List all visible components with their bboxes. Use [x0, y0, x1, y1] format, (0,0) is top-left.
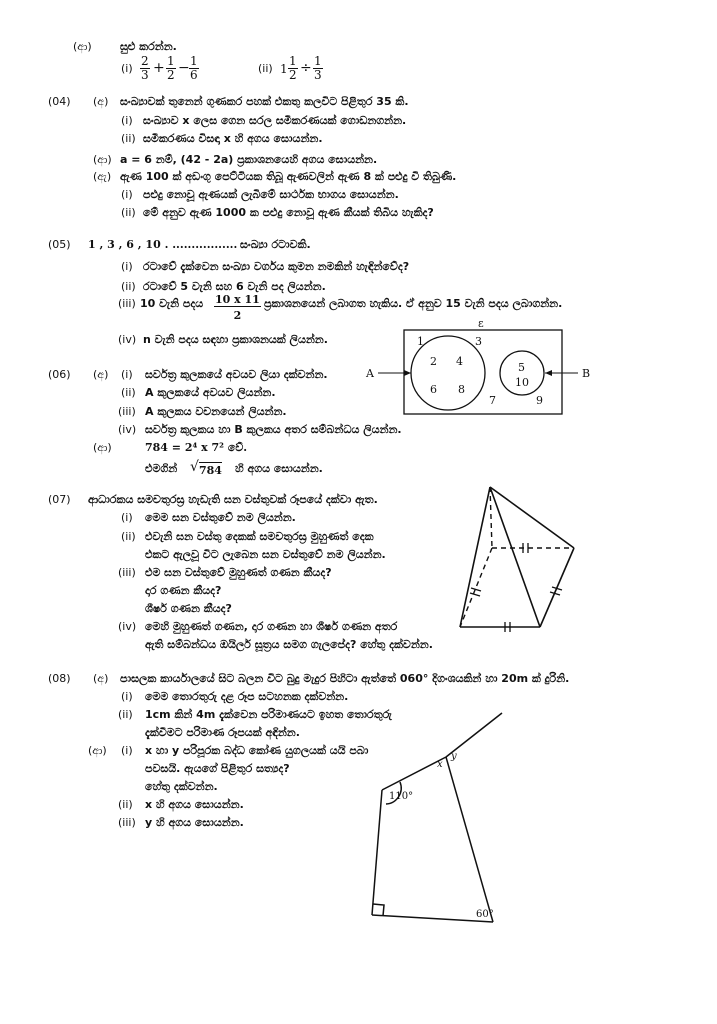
venn-outside-7: 7 — [489, 394, 496, 407]
venn-universal-rect — [404, 330, 562, 414]
q6-i-label: (i) — [121, 368, 133, 381]
q5-i-label: (i) — [121, 260, 133, 273]
q8-a-label: (අ) — [93, 672, 109, 685]
q4-b-text: a = 6 නම්, (42 - 2a) ප්‍රකාශනයෙහි අගය සොයන්න. — [120, 153, 378, 166]
pyramid-edge-back-right — [490, 487, 574, 548]
root-symbol: √ — [190, 459, 199, 475]
q6-b-label: (ආ) — [93, 441, 112, 454]
q6-number: (06) — [48, 368, 71, 381]
q8-a-i-label: (i) — [121, 690, 133, 703]
q7-iv-label: (iv) — [118, 620, 137, 633]
q7-iii-label: (iii) — [118, 566, 136, 579]
q7-ii-label: (ii) — [121, 530, 136, 543]
pyramid-edge-front-right — [490, 487, 540, 627]
q8-b-iii-label: (iii) — [118, 816, 136, 829]
q3b-i-label: (i) — [121, 62, 133, 75]
q7-number: (07) — [48, 493, 71, 506]
q7-ii-a: එවැනි ඝන වස්තු දෙකක් සමචතුරස්‍ර මුහුණත් දෙක — [145, 530, 374, 543]
q6-b-text-b: හි අගය සොයන්න. — [235, 462, 323, 475]
q8-b-ii-label: (ii) — [118, 798, 133, 811]
q6-a-label: (අ) — [93, 368, 109, 381]
q5-iii-label: (iii) — [118, 297, 136, 310]
q6-i: සර්වත්‍ර කුලකයේ අවයව ලියා දක්වන්න. — [145, 368, 328, 381]
q3b-ii-whole: 1 — [280, 62, 288, 76]
q5-iv-label: (iv) — [118, 333, 137, 346]
q8-b-i-label: (i) — [121, 744, 133, 757]
venn-a-8: 8 — [458, 383, 465, 396]
q4-c-i-label: (i) — [121, 188, 133, 201]
q6-b-text-a: එමගින් — [145, 462, 178, 475]
quad-angle-110: 110° — [389, 791, 414, 802]
q4-c-ii: මේ අනුව ඇණ 1000 ක පළුදු නොවූ ඇණ කීයක් තිබිය හැකිද? — [143, 206, 434, 219]
q5-iii-a: 10 වැනි පදය — [140, 297, 204, 310]
q3b-i-op2: − — [178, 60, 190, 76]
q5-i: රටාවේ දැක්වෙන සංඛ්‍යා වර්ගය කුමන නමකින් හැඳින්වේද? — [143, 260, 410, 273]
q3b-instruction: සුළු කරන්න. — [120, 40, 177, 53]
pyramid-hidden-edge — [490, 487, 492, 548]
q7-intro: ආධාරකය සමචතුරස්‍ර හැඩැති ඝන වස්තුවක් රූපයේ දක්වා ඇත. — [88, 493, 378, 506]
venn-a-4: 4 — [456, 355, 463, 368]
q7-iii-b: දාර ගණන කීයද? — [145, 584, 222, 597]
q8-a-i: මෙම තොරතුරු දළ රූප සටහනක දක්වන්න. — [145, 690, 349, 703]
q4-c-ii-label: (ii) — [121, 206, 136, 219]
venn-a-6: 6 — [430, 383, 437, 396]
q8-a-ii-a: 1cm කින් 4m දැක්වෙන පරිමාණයට ඉහත තොරතුරු — [145, 708, 392, 721]
venn-set-b — [500, 351, 544, 395]
q3b-i-op1: + — [153, 60, 165, 76]
q3b-i-frac1: $\frac{2}{3}$ — [141, 54, 149, 82]
quad-angle-y: y — [451, 751, 457, 762]
q6-b-root: 784 — [199, 464, 222, 477]
q8-b-ii: x හි අගය සොයන්න. — [145, 798, 244, 811]
q3b-ii-op: ÷ — [300, 60, 312, 76]
q4-b-label: (ආ) — [93, 153, 112, 166]
q8-b-iii: y හි අගය සොයන්න. — [145, 816, 244, 829]
quad-angle-x: x — [437, 759, 443, 770]
venn-outside-9: 9 — [536, 394, 543, 407]
q4-c-i: පළුදු නොවූ ඇණයක් ලැබීමේ සාර්ථක භාගය සොයන්න. — [143, 188, 399, 201]
q7-iii-c: ශීර්ෂ ගණන කීයද? — [145, 602, 232, 615]
q3b-ii-frac1: $\frac{1}{2}$ — [289, 54, 297, 82]
q4-a-i: සංඛ්‍යාව x ලෙස ගෙන සරල සමීකරණයක් ගොඩනගන්න. — [143, 114, 407, 127]
q6-iii: A කුලකය වචනයෙන් ලියන්න. — [145, 405, 287, 418]
q5-ii-label: (ii) — [121, 280, 136, 293]
q8-b-i-b: පවසයි. ඇයගේ පිළිතුර සත්‍යද? — [145, 762, 290, 775]
q8-a-text: පාසලක කාර්යාලයේ සිට බලන විට බුදු මැදුර පිහිටා ඇත්තේ 060° දිගංශයකින් හා 20m ක් දුරිනි. — [120, 672, 570, 685]
q4-number: (04) — [48, 95, 71, 108]
quad-angle-60: 60° — [476, 909, 494, 920]
q6-iv: සර්වත්‍ර කුලකය හා B කුලකය අතර සම්බන්ධය ලියන්න. — [145, 423, 402, 436]
q4-a-ii: සමීකරණය විසඳා x හි අගය සොයන්න. — [143, 132, 323, 145]
q6-b-eq: 784 = 2⁴ x 7² වේ. — [145, 441, 248, 454]
venn-b-10: 10 — [515, 376, 529, 389]
q8-a-ii-label: (ii) — [118, 708, 133, 721]
q6-iv-label: (iv) — [118, 423, 137, 436]
q5-iv: n වැනි පදය සඳහා ප්‍රකාශනයක් ලියන්න. — [143, 333, 328, 346]
q8-b-i-c: හේතු දක්වන්න. — [145, 780, 218, 793]
quad-arc-110 — [386, 782, 401, 804]
venn-label-a: A — [366, 367, 374, 380]
venn-universal-symbol: ε — [478, 317, 484, 330]
venn-set-a — [411, 336, 485, 410]
q3b-i-frac2: $\frac{1}{2}$ — [167, 54, 175, 82]
q7-i: මෙම ඝන වස්තුවේ නම ලියන්න. — [145, 511, 296, 524]
venn-outside-1: 1 — [417, 335, 424, 348]
q7-iv-b: ඇති සම්බන්ධය ඔයිලර් සූත්‍රය සමග ගැලපේද? හේතු දක්වන්න. — [145, 638, 433, 651]
q7-i-label: (i) — [121, 511, 133, 524]
pyramid-edge-front-left — [460, 487, 490, 627]
q8-a-ii-b: දැක්වීමට පරිමාණ රූපයක් අඳින්න. — [145, 726, 300, 739]
q3b-label: (ආ) — [73, 40, 92, 53]
q3b-ii-label: (ii) — [258, 62, 273, 75]
q4-a-i-label: (i) — [121, 114, 133, 127]
pyramid-hidden-base-left — [460, 548, 492, 627]
quad-top-side — [382, 757, 446, 790]
q6-ii-label: (ii) — [121, 386, 136, 399]
q3b-ii-frac2: $\frac{1}{3}$ — [314, 54, 322, 82]
q8-number: (08) — [48, 672, 71, 685]
q4-c-text: ඇණ 100 ක් අඩංගු පෙට්ටියක තිබූ ඇණවලින් ඇණ 8 ක් පළුදු වී තිබුණි. — [120, 170, 457, 183]
q8-b-label: (ආ) — [88, 744, 107, 757]
q5-intro-text: සංඛ්‍යා රටාවකි. — [240, 238, 311, 251]
quad-left-side — [372, 790, 382, 915]
quad-extended-line — [446, 713, 502, 757]
q4-a-label: (අ) — [93, 95, 109, 108]
q5-iii-b: ප්‍රකාශනයෙන් ලබාගත හැකිය. ඒ අනුව 15 වැනි පදය ලබාගන්න. — [264, 297, 563, 310]
q6-iii-label: (iii) — [118, 405, 136, 418]
q6-ii: A කුලකයේ අවයව ලියන්න. — [145, 386, 276, 399]
venn-b-5: 5 — [518, 361, 525, 374]
venn-label-b: B — [582, 367, 591, 380]
q5-sequence: 1 , 3 , 6 , 10 . ................. — [88, 238, 238, 251]
q5-iii-frac: $\frac{10 x 11}{2}$ — [215, 293, 260, 322]
quad-bottom-side — [372, 915, 493, 922]
q7-iv-a: මෙහි මුහුණත් ගණන, දාර ගණන හා ශීර්ෂ ගණන අතර — [145, 620, 398, 633]
q5-ii: රටාවේ 5 වැනි සහ 6 වැනි පද ලියන්න. — [143, 280, 326, 293]
venn-outside-3: 3 — [475, 335, 482, 348]
q5-number: (05) — [48, 238, 71, 251]
q7-ii-b: එකට ඇලවූ විට ලැබෙන ඝන වස්තුවේ නම ලියන්න. — [145, 548, 386, 561]
q4-c-label: (ඇ) — [93, 170, 112, 183]
quad-right-angle — [373, 904, 384, 916]
quad-right-side — [446, 757, 493, 922]
pyramid-base-right — [540, 548, 574, 627]
q4-a-ii-label: (ii) — [121, 132, 136, 145]
q7-iii-a: එම ඝන වස්තුවේ මුහුණත් ගණන කීයද? — [145, 566, 332, 579]
q8-b-i-a: x හා y පරිපූරක බද්ධ කෝණ යුගලයක් යයි පබා — [145, 744, 369, 757]
q3b-i-frac3: $\frac{1}{6}$ — [190, 54, 198, 82]
venn-a-2: 2 — [430, 355, 437, 368]
q4-a-text: සංඛ්‍යාවක් තුනෙන් ගුණකර පහක් එකතු කලවිට පිළිතුර 35 කි. — [120, 95, 409, 108]
